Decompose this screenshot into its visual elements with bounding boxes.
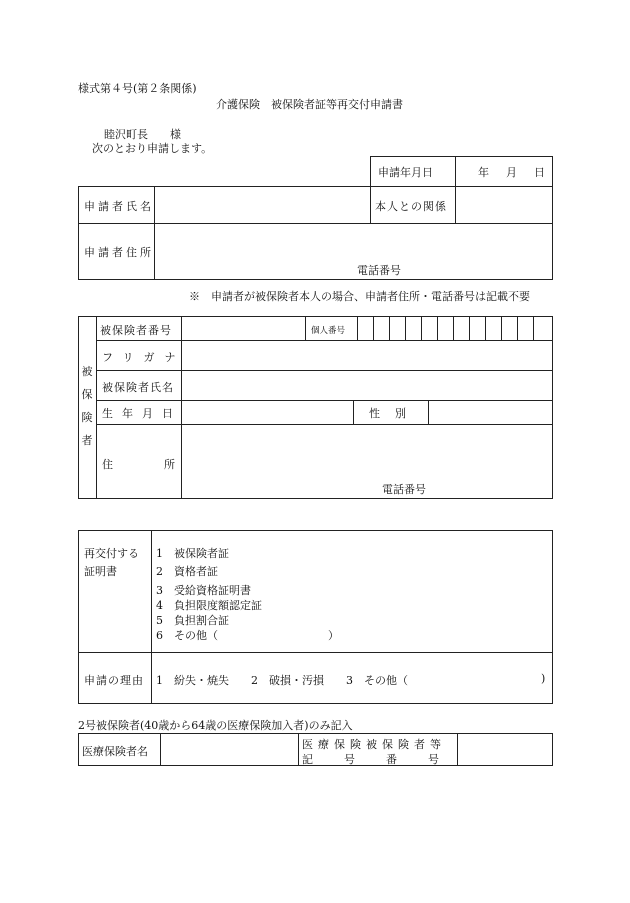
symbol-number-label-1: 医療保険被保険者等 xyxy=(302,738,446,751)
intro-text: 次のとおり申請します。 xyxy=(92,142,213,155)
sex-label: 性 別 xyxy=(369,407,408,420)
date-label: 申請年月日 xyxy=(378,166,433,179)
insured-number-field[interactable] xyxy=(183,318,303,339)
applicant-address-field[interactable] xyxy=(156,225,551,257)
applicant-name-field[interactable] xyxy=(156,188,368,221)
reason-label: 申請の理由 xyxy=(84,674,144,687)
applicant-phone-label: 電話番号 xyxy=(357,264,401,277)
medical-heading: 2号被保険者(40歳から64歳の医療保険加入者)のみ記入 xyxy=(78,719,353,732)
insured-side-label: 被 保 険 者 xyxy=(81,365,93,447)
insured-name-field[interactable] xyxy=(183,372,551,399)
reissue-item[interactable]: 2 資格者証 xyxy=(156,565,218,578)
insured-address-field[interactable] xyxy=(183,426,551,476)
insured-address-label-1: 住 xyxy=(102,458,113,471)
reissue-item[interactable]: 5 負担割合証 xyxy=(156,614,229,627)
relation-label: 本人との関係 xyxy=(375,200,447,213)
sex-field[interactable] xyxy=(430,402,551,423)
dob-field[interactable] xyxy=(183,402,351,423)
symbol-number-label-2: 記 号 番 号 xyxy=(302,753,449,766)
relation-field[interactable] xyxy=(457,188,551,221)
addressee: 睦沢町長 様 xyxy=(104,128,181,141)
reissue-item[interactable]: 3 受給資格証明書 xyxy=(156,584,251,597)
insurer-name-label: 医療保険者名 xyxy=(82,745,148,758)
furigana-label: フリガナ xyxy=(102,351,186,364)
insured-number-label: 被保険者番号 xyxy=(100,324,172,337)
reissue-item[interactable]: 4 負担限度額認定証 xyxy=(156,599,262,612)
insured-address-label-2: 所 xyxy=(164,458,175,471)
dob-label: 生年月日 xyxy=(102,407,182,420)
personal-number-label: 個人番号 xyxy=(311,326,346,336)
furigana-field[interactable] xyxy=(183,342,551,369)
applicant-note: ※ 申請者が被保険者本人の場合、申請者住所・電話番号は記載不要 xyxy=(189,290,530,303)
form-title: 介護保険 被保険者証等再交付申請書 xyxy=(216,98,403,111)
date-field[interactable]: 年 月 日 xyxy=(478,166,548,179)
insured-name-label: 被保険者氏名 xyxy=(102,381,174,394)
reissue-cert-label-1: 再交付する xyxy=(84,547,139,560)
insured-phone-label: 電話番号 xyxy=(382,483,426,496)
reissue-cert-label-2: 証明書 xyxy=(84,565,117,578)
reissue-item[interactable]: 1 被保険者証 xyxy=(156,547,229,560)
reason-options[interactable]: 1 紛失・焼失 2 破損・汚損 3 その他（ xyxy=(156,674,408,687)
applicant-address-label: 申請者住所 xyxy=(84,246,154,259)
symbol-number-field[interactable] xyxy=(459,735,551,764)
reason-close-paren: ) xyxy=(541,672,546,685)
form-number: 様式第４号(第２条関係) xyxy=(78,82,197,95)
reissue-item[interactable]: 6 その他（ ） xyxy=(156,629,339,642)
insurer-name-field[interactable] xyxy=(162,735,296,764)
applicant-name-label: 申請者氏名 xyxy=(84,200,154,213)
